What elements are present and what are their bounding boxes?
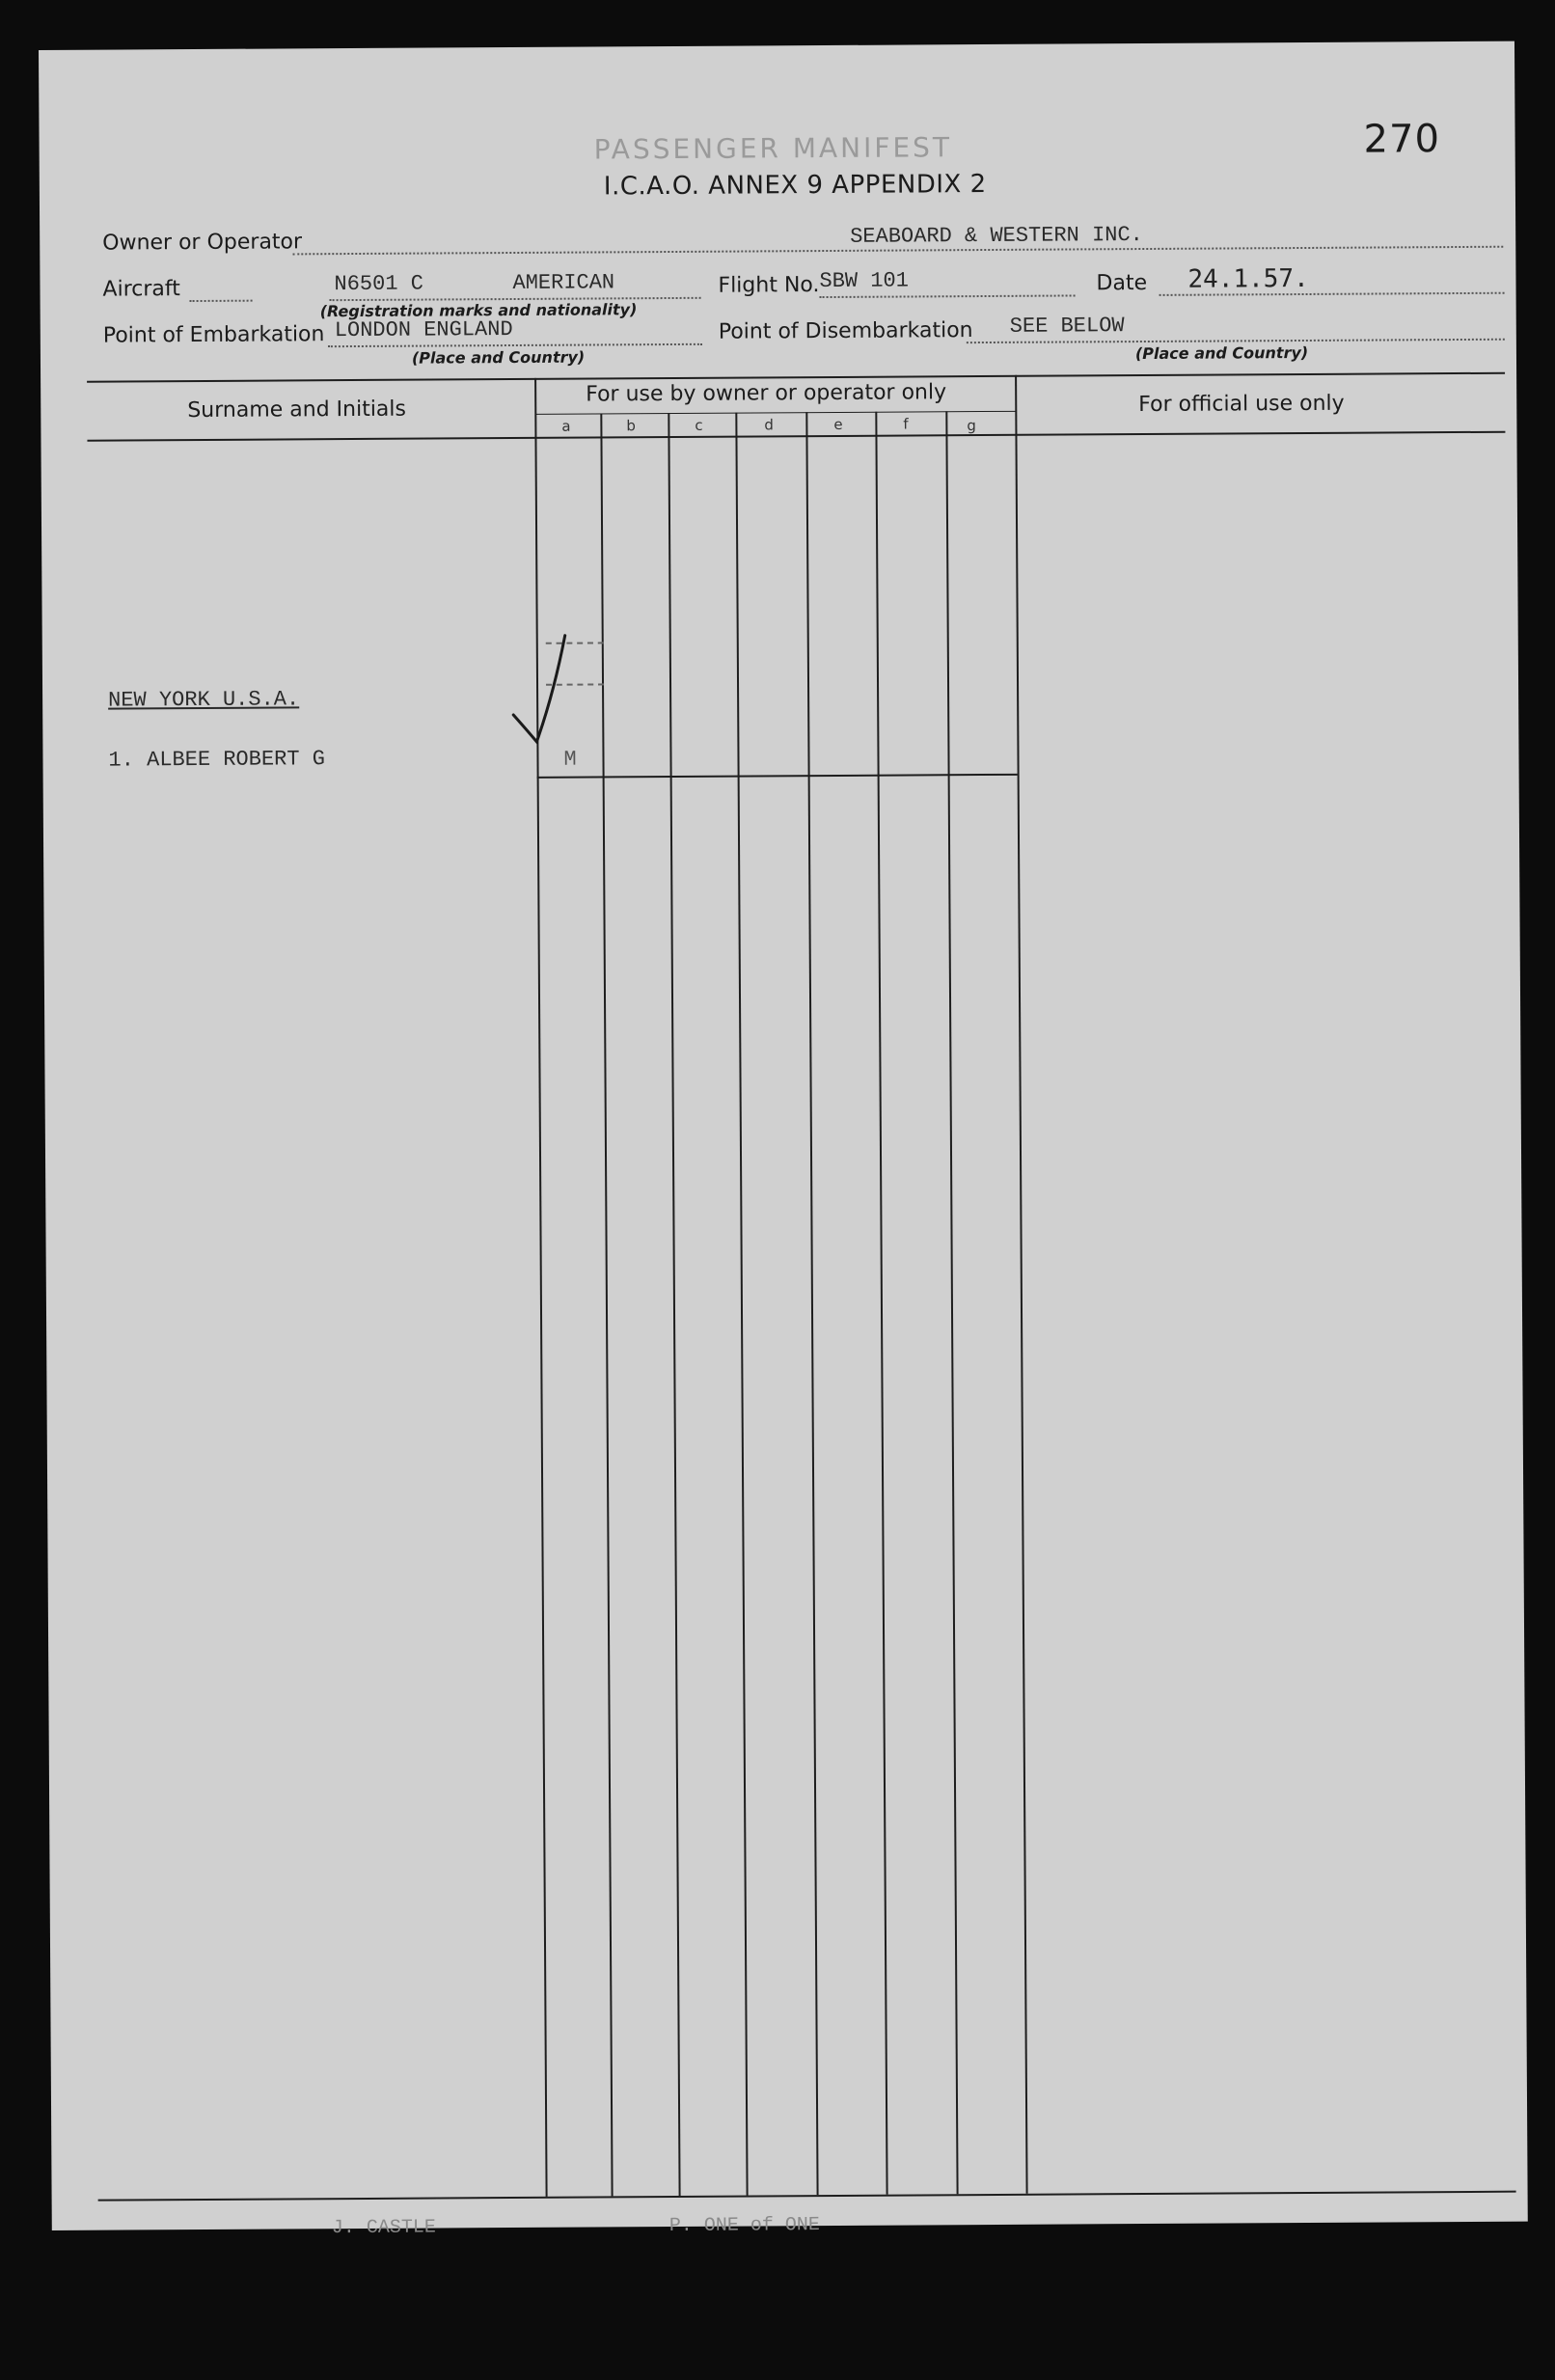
owner-label: Owner or Operator [102, 230, 303, 256]
disembarkation-label: Point of Disembarkation [718, 318, 973, 344]
table-bottom-rule [98, 2191, 1516, 2202]
col-a-tick-bottom [546, 683, 604, 685]
owner-value: SEABOARD & WESTERN INC. [850, 223, 1143, 249]
sub-col-d: d [764, 416, 774, 434]
sub-col-g: g [967, 417, 976, 435]
form-title: I.C.A.O. ANNEX 9 APPENDIX 2 [603, 170, 987, 202]
disembarkation-dotted-line [967, 339, 1505, 343]
manifest-page [39, 41, 1528, 2240]
col-divider-a [600, 413, 613, 2196]
col-divider-d [805, 412, 818, 2195]
table-header-bottom-rule [87, 431, 1505, 442]
footer-right-text: P. ONE of ONE [668, 2214, 820, 2238]
aircraft-label: Aircraft [102, 277, 180, 302]
col-official-header: For official use only [1138, 391, 1345, 418]
date-label: Date [1096, 270, 1148, 296]
flight-value: SBW 101 [819, 268, 909, 294]
col-owner-header: For use by owner or operator only [586, 380, 947, 407]
embarkation-value: LONDON ENGLAND [334, 317, 513, 343]
aircraft-dotted-lead [190, 300, 253, 302]
check-mark-icon [505, 625, 603, 752]
passenger-1-col-a-mark: M [563, 747, 577, 772]
page-number: 270 [1363, 117, 1441, 162]
disembarkation-value: SEE BELOW [1009, 314, 1125, 339]
disembarkation-note: (Place and Country) [1134, 342, 1309, 364]
owner-subheader-rule [535, 411, 1016, 415]
embarkation-dotted-line [328, 343, 702, 347]
col-surname-header: Surname and Initials [187, 397, 407, 424]
embarkation-note: (Place and Country) [411, 347, 586, 368]
col-a-tick-top [546, 642, 604, 643]
sub-col-a: a [561, 417, 571, 435]
col-divider-c [735, 413, 748, 2196]
date-value: 24.1.57. [1187, 263, 1309, 294]
sub-col-f: f [903, 415, 909, 433]
col-divider-f [945, 411, 958, 2194]
destination-heading: NEW YORK U.S.A. [108, 687, 300, 713]
col-divider-e [875, 412, 887, 2195]
footer-left-text: J. CASTLE [331, 2216, 436, 2240]
sub-col-b: b [626, 417, 636, 435]
sub-col-c: c [695, 416, 703, 434]
sub-col-e: e [833, 415, 843, 433]
flight-label: Flight No. [718, 273, 820, 298]
aircraft-nationality: AMERICAN [512, 270, 615, 296]
faded-title: PASSENGER MANIFEST [593, 131, 953, 166]
flight-dotted-line [820, 294, 1076, 298]
aircraft-registration: N6501 C [334, 271, 423, 297]
embarkation-label: Point of Embarkation [102, 322, 325, 348]
passenger-row-rule [537, 774, 1018, 779]
aircraft-note: (Registration marks and nationality) [319, 300, 638, 321]
col-divider-b [668, 413, 680, 2196]
passenger-row-1: 1. ALBEE ROBERT G [108, 747, 326, 773]
col-divider-official [1015, 375, 1028, 2194]
